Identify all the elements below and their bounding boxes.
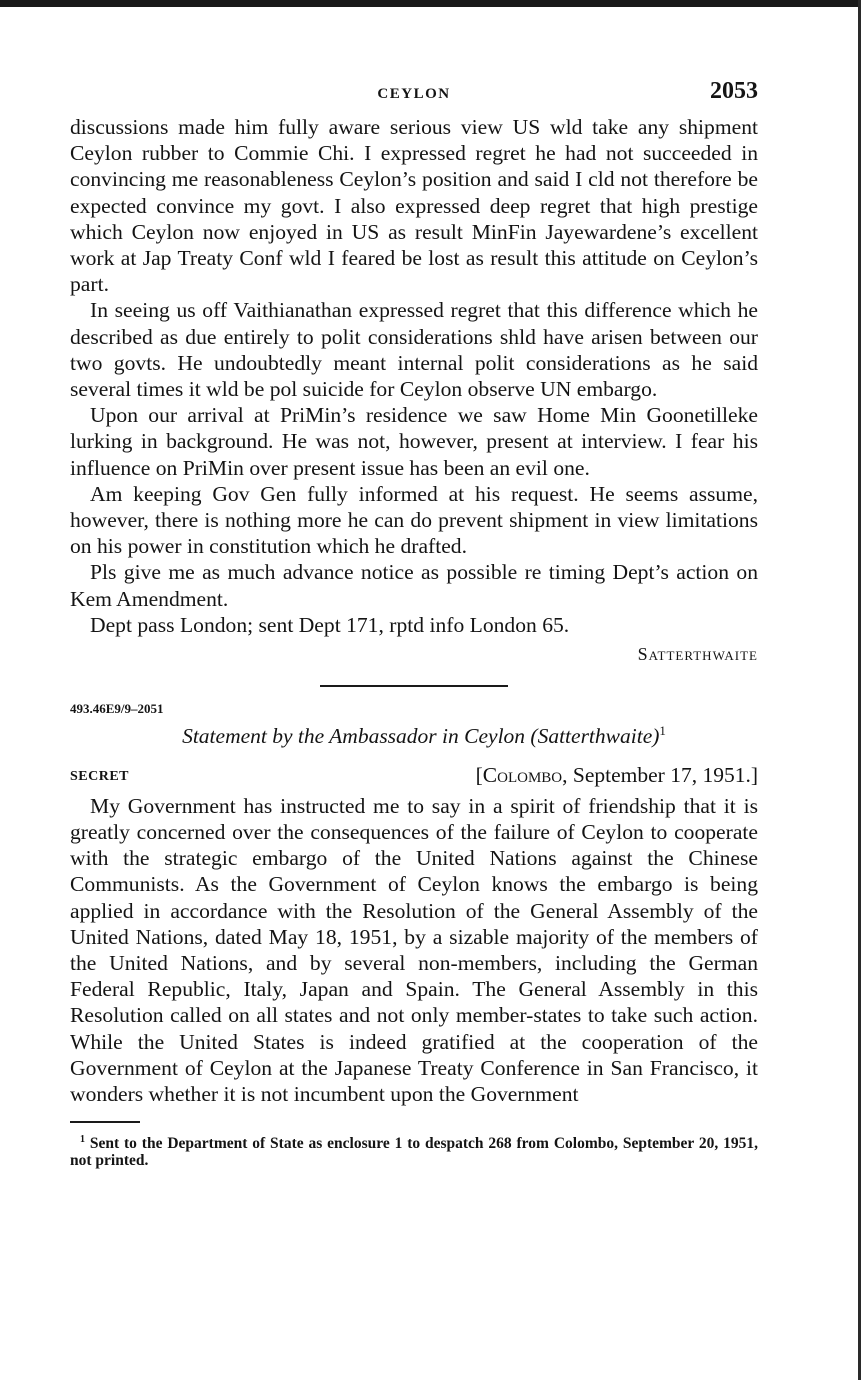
paragraph: discussions made him fully aware serious view US wld take any shipment Ceylon rubber to Commie Chi. I expressed regret he had not succeeded in convincing me reasonableness Ceylon’s position and said I cld not therefore be expected convince my govt. I also expressed deep regret that high prestige which Ceylon now enjoyed in US as result MinFin Jayewardene’s excellent work at Jap Treaty Conf wld I feared be lost as result this attitude on Ceylon’s part. <box>70 115 758 297</box>
paragraph: Upon our arrival at PriMin’s residence we saw Home Min Goonetilleke lurking in background. He was not, however, present at interview. I fear his influence on PriMin over present issue has been an evil one. <box>70 403 758 480</box>
paragraph: Dept pass London; sent Dept 171, rptd info London 65. <box>90 612 570 637</box>
footnote-divider <box>70 1121 140 1123</box>
document-title-text: Statement by the Ambassador in Ceylon (Satterthwaite) <box>182 723 660 748</box>
page-number: 2053 <box>710 78 758 104</box>
document-page <box>70 78 758 1169</box>
footnote-reference[interactable]: 1 <box>659 722 666 738</box>
place-and-date: [Colombo, September 17, 1951.] <box>475 762 758 787</box>
section-divider <box>320 685 508 687</box>
date: September 17, 1951 <box>572 762 746 787</box>
dateline <box>70 759 758 793</box>
place: Colombo <box>482 762 563 787</box>
telegram-continuation <box>70 114 758 638</box>
statement-body <box>70 793 758 1107</box>
paragraph: Am keeping Gov Gen fully informed at his request. He seems assume, however, there is nothing more he can do prevent shipment in view limitations on his power in constitution which he drafted. <box>70 481 758 559</box>
classification-label: SECRET <box>70 768 130 784</box>
paragraph: In seeing us off Vaithianathan expressed regret that this difference which he described as due entirely to polit considerations shld have arisen between our two govts. He undoubtedly meant internal polit considerations as he said several times it wld be pol suicide for Ceylon observe UN embargo. <box>70 298 758 402</box>
page-header <box>70 78 758 114</box>
file-number: 493.46E9/9–2051 <box>70 700 164 716</box>
running-head: CEYLON <box>377 86 451 102</box>
footnote-text: Sent to the Department of State as enclosure 1 to despatch 268 from Colombo, September 20, 1951, not printed. <box>70 1134 758 1169</box>
page-top-edge <box>0 0 861 7</box>
footnote <box>70 1131 758 1169</box>
paragraph: Pls give me as much advance notice as possible re timing Dept’s action on Kem Amendment. <box>70 560 758 611</box>
footnote-marker: 1 <box>80 1133 85 1145</box>
signature: Satterthwaite <box>637 644 758 665</box>
document-title <box>70 723 758 749</box>
paragraph: My Government has instructed me to say in a spirit of friendship that it is greatly concerned over the consequences of the failure of Ceylon to cooperate with the strategic embargo of the United Nations against the Chinese Communists. As the Government of Ceylon knows the embargo is being applied in accordance with the Resolution of the General Assembly of the United Nations, dated May 18, 1951, by a sizable majority of the members of the United Nations, and by several non-members, including the German Federal Republic, Italy, Japan and Spain. The General Assembly in this Resolution called on all states and not only member-states to take such action. While the United States is indeed gratified at the cooperation of the Government of Ceylon at the Japanese Treaty Conference in San Francisco, it wonders whether it is not incumbent upon the Government <box>70 793 758 1106</box>
